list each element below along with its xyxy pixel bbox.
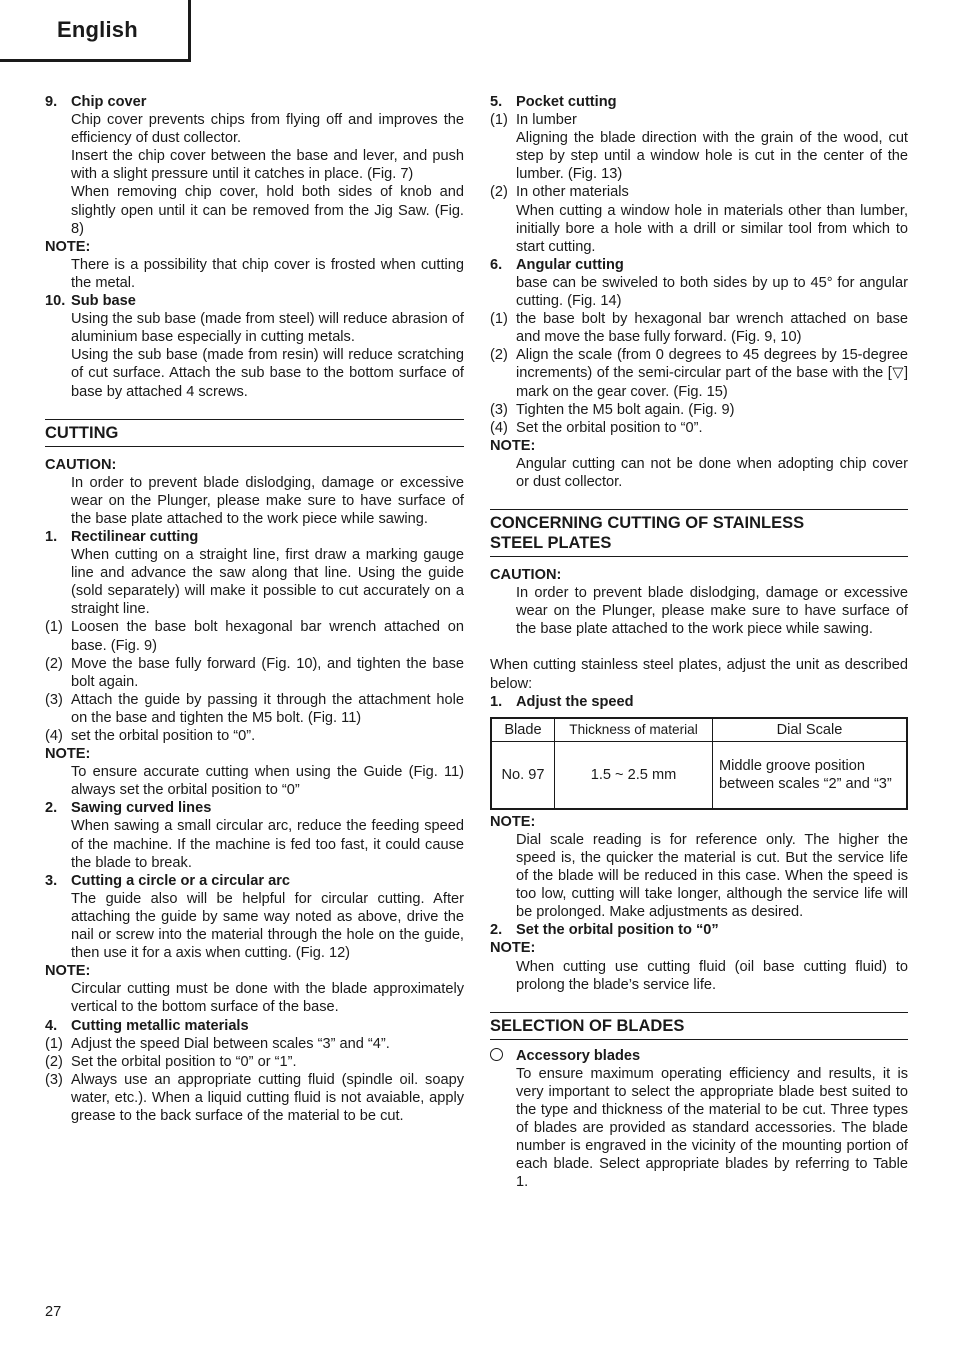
table-row (491, 741, 907, 809)
step-item (490, 111, 908, 129)
item-title: Angular cutting (516, 256, 624, 273)
table-header: Thickness of material (555, 718, 713, 742)
paragraph: Aligning the blade direction with the grain of the wood, cut step by step until a window hole is cut in the center of the lumber. (Fig. 13) (516, 130, 908, 183)
caution-text: In order to prevent blade dislodging, damage or excessive wear on the Plunger, please make sure to have surface of the base plate attached to the work piece while sawing. (516, 585, 908, 638)
step-item (45, 1071, 464, 1125)
note-label: NOTE: (490, 813, 536, 830)
table-cell: 1.5 ~ 2.5 mm (555, 741, 713, 809)
speed-table (490, 717, 908, 810)
paragraph: Using the sub base (made from resin) will reduce scratching of cut surface. Attach the sub base to the bottom surface of base by attached 4 screws. (71, 347, 464, 400)
intro-text: When cutting stainless steel plates, adjust the unit as described below: (490, 657, 908, 692)
step-text: In other materials (516, 184, 629, 201)
step-number: (2) (490, 184, 508, 201)
step-text: In lumber (516, 112, 577, 129)
step-item (490, 401, 908, 419)
step-text: Loosen the base bolt hexagonal bar wrench attached on base. (Fig. 9) (71, 619, 464, 654)
note-text: Dial scale reading is for reference only. The higher the speed is, the quicker the material is cut. But the service life of the blade will be reduced in this case. When the speed is too low, cutting will take longer, although the service life will be prolonged. Make adjustments as desired. (516, 831, 908, 921)
step-text: Always use an appropriate cutting fluid (spindle oil. soapy water, etc.). When a liquid cutting fluid is not avaiable, apply grease to the back surface of the material to be cut. (71, 1071, 464, 1124)
note-label: NOTE: (490, 940, 536, 957)
step-number: (1) (45, 619, 63, 636)
section-chip-cover (45, 93, 464, 111)
step-item (490, 346, 908, 400)
table-header: Blade (491, 718, 555, 742)
note-label: NOTE: (45, 746, 91, 763)
step-number: (1) (45, 1035, 63, 1052)
step-number: (1) (490, 112, 508, 129)
step-item (45, 1053, 464, 1071)
item-number: 2. (490, 922, 503, 939)
item-title: Accessory blades (516, 1047, 641, 1064)
table-header: Dial Scale (713, 718, 908, 742)
section-accessory-blades (490, 1047, 908, 1065)
step-item (490, 183, 908, 201)
note-label: NOTE: (490, 437, 536, 454)
table-cell: Middle groove position between scales “2” and “3” (713, 741, 908, 809)
item-title: Sub base (71, 293, 136, 310)
item-title: Rectilinear cutting (71, 528, 199, 545)
note-text: Circular cutting must be done with the blade approximately vertical to the bottom surface of the base. (71, 981, 464, 1016)
item-title: Set the orbital position to “0” (516, 922, 719, 939)
paragraph: base can be swiveled to both sides by up to 45° for angular cutting. (Fig. 14) (516, 274, 908, 310)
table-header-row (491, 718, 907, 742)
step-item (45, 691, 464, 727)
item-title: Chip cover (71, 94, 147, 110)
left-column (45, 93, 464, 1125)
step-item (45, 727, 464, 745)
item-title: Cutting metallic materials (71, 1017, 249, 1034)
item-number: 5. (490, 94, 503, 110)
step-number: (4) (45, 728, 63, 744)
note-text: Angular cutting can not be done when adopting chip cover or dust collector. (516, 455, 908, 490)
step-text: Set the orbital position to “0”. (516, 419, 703, 436)
step-number: (4) (490, 419, 508, 436)
section-sub-base (45, 292, 464, 310)
section-orbital (490, 921, 908, 939)
note-label: NOTE: (45, 238, 91, 255)
note-text: There is a possibility that chip cover is frosted when cutting the metal. (71, 256, 464, 291)
paragraph: When cutting on a straight line, first draw a marking gauge line and advance the saw along that line. Using the guide (sold separately) will make it possible to cut accurately on a straight line. (71, 547, 464, 618)
step-text: Move the base fully forward (Fig. 10), and tighten the base bolt again. (71, 655, 464, 690)
page-number: 27 (45, 1304, 62, 1320)
heading-stainless-steel (490, 509, 908, 557)
item-title: Pocket cutting (516, 94, 617, 110)
language-label: English (57, 17, 138, 42)
step-text: set the orbital position to “0”. (71, 728, 256, 744)
step-item (490, 419, 908, 437)
item-number: 6. (490, 256, 503, 273)
step-number: (2) (45, 655, 63, 672)
item-number: 9. (45, 94, 58, 110)
item-title: Sawing curved lines (71, 800, 212, 817)
step-item (490, 310, 908, 346)
caution-label: CAUTION: (490, 567, 562, 584)
heading-selection-of-blades: SELECTION OF BLADES (490, 1012, 908, 1040)
section-rectilinear (45, 528, 464, 546)
note-label: NOTE: (45, 963, 91, 980)
paragraph: When cutting a window hole in materials other than lumber, initially bore a hole with a drill or similar tool from which to start cutting. (516, 202, 908, 255)
paragraph: The guide also will be helpful for circular cutting. After attaching the guide by same way noted as above, drive the nail or screw into the material through the hole on the guide, then use it for a axis when cutting. (Fig. 12) (71, 890, 464, 962)
paragraph: Chip cover prevents chips from flying off and improves the efficiency of dust collector. (71, 112, 464, 147)
note-text: When cutting use cutting fluid (oil base cutting fluid) to prolong the blade’s service life. (516, 958, 908, 993)
step-item (45, 1035, 464, 1053)
table-cell: No. 97 (491, 741, 555, 809)
step-text: Tighten the M5 bolt again. (Fig. 9) (516, 401, 735, 418)
step-text: Align the scale (from 0 degrees to 45 degrees by 15-degree increments) of the semi-circular part of the base with the [▽] mark on the gear cover. (Fig. 15) (516, 347, 908, 400)
paragraph: To ensure maximum operating efficiency and results, it is very important to select the appropriate blade best suited to the type and thickness of the material to be cut. Three types of blades are provided as standard accessories. The blade number is engraved in the vicinity of the mounting portion of each blade. Select appropriate blades by referring to Table 1. (516, 1065, 908, 1191)
step-text: the base bolt by hexagonal bar wrench attached on base and move the base fully forward. (Fig. 9, 10) (516, 311, 908, 346)
paragraph: When removing chip cover, hold both sides of knob and slightly open until it can be removed from the Jig Saw. (Fig. 8) (71, 184, 464, 237)
step-number: (2) (490, 347, 508, 364)
item-title: Cutting a circle or a circular arc (71, 872, 290, 889)
item-number: 1. (45, 528, 58, 545)
paragraph: When sawing a small circular arc, reduce the feeding speed of the machine. If the machine is fed too fast, it could cause the blade to break. (71, 818, 464, 871)
item-number: 10. (45, 293, 66, 310)
step-number: (1) (490, 311, 508, 328)
step-text: Set the orbital position to “0” or “1”. (71, 1053, 297, 1070)
section-circle (45, 872, 464, 890)
heading-line: CONCERNING CUTTING OF STAINLESS (490, 514, 805, 533)
item-number: 3. (45, 872, 58, 889)
section-curved-lines (45, 799, 464, 817)
step-text: Adjust the speed Dial between scales “3” and “4”. (71, 1035, 390, 1052)
step-item (45, 618, 464, 654)
step-item (45, 655, 464, 691)
section-angular-cutting (490, 256, 908, 274)
item-number: 1. (490, 693, 503, 710)
step-number: (3) (490, 401, 508, 418)
step-text: Attach the guide by passing it through the attachment hole on the base and tighten the M5 bolt. (Fig. 11) (71, 691, 464, 726)
paragraph: Insert the chip cover between the base and lever, and push with a slight pressure until it catches in place. (Fig. 7) (71, 148, 464, 183)
step-number: (3) (45, 691, 63, 708)
circle-bullet-icon (490, 1048, 503, 1061)
caution-text: In order to prevent blade dislodging, damage or excessive wear on the Plunger, please make sure to have surface of the base plate attached to the work piece while sawing. (71, 474, 464, 527)
section-adjust-speed (490, 693, 908, 711)
item-number: 4. (45, 1017, 58, 1034)
heading-line: STEEL PLATES (490, 534, 612, 553)
section-pocket-cutting (490, 93, 908, 111)
note-text: To ensure accurate cutting when using the Guide (Fig. 11) always set the orbital position to “0” (71, 764, 464, 799)
item-title: Adjust the speed (516, 693, 634, 710)
heading-cutting: CUTTING (45, 419, 464, 447)
paragraph: Using the sub base (made from steel) will reduce abrasion of aluminium base especially in cutting metals. (71, 311, 464, 346)
item-number: 2. (45, 800, 58, 817)
section-metallic (45, 1017, 464, 1035)
language-tab (0, 0, 191, 62)
step-number: (3) (45, 1071, 63, 1088)
step-number: (2) (45, 1053, 63, 1070)
right-column (490, 93, 908, 1192)
caution-label: CAUTION: (45, 456, 117, 473)
